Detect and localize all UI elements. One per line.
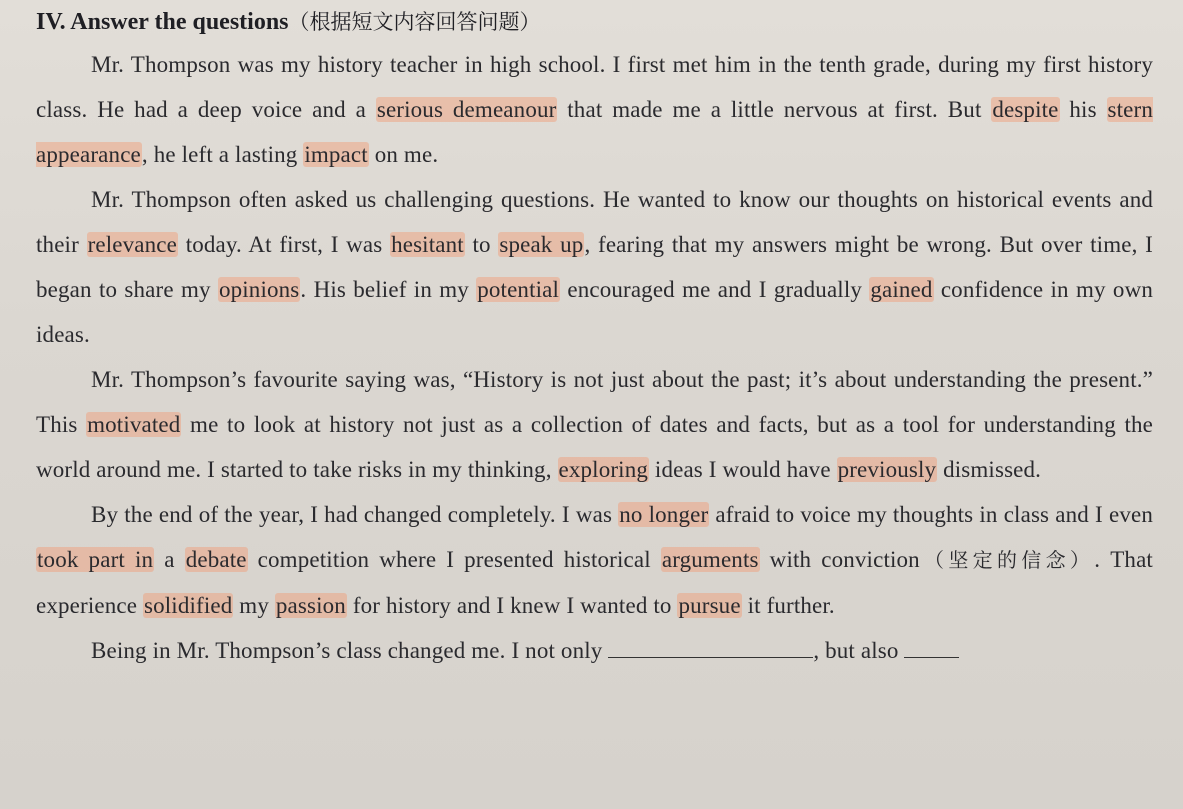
- section-title-chinese: （根据短文内容回答问题）: [288, 10, 541, 34]
- text-segment: , but also: [813, 638, 905, 663]
- highlighted-phrase: relevance: [87, 232, 178, 257]
- text-segment: my: [233, 593, 275, 618]
- highlighted-phrase: serious demeanour: [376, 97, 557, 122]
- section-heading: [36, 6, 1153, 38]
- highlighted-phrase: motivated: [87, 412, 181, 437]
- highlighted-phrase: exploring: [558, 457, 648, 482]
- section-title: Answer the questions: [70, 9, 289, 35]
- highlighted-phrase: arguments: [661, 547, 759, 572]
- highlighted-phrase: despite: [992, 97, 1059, 122]
- text-segment: today. At first, I was: [178, 232, 391, 257]
- paragraph-4: [36, 492, 1153, 628]
- text-segment: encouraged me and I gradually: [560, 277, 870, 302]
- text-segment: By the end of the year, I had changed completely. I was: [91, 502, 619, 527]
- paragraph-5: [36, 628, 1153, 673]
- text-segment: competition where I presented historical: [247, 547, 661, 572]
- text-segment: to: [464, 232, 499, 257]
- text-segment: dismissed.: [937, 457, 1042, 482]
- text-segment: a: [154, 547, 185, 572]
- text-segment: . His belief in my: [300, 277, 477, 302]
- paragraph-3: [36, 357, 1153, 492]
- paragraph-2: [36, 177, 1153, 357]
- highlighted-phrase: opinions: [218, 277, 300, 302]
- highlighted-phrase: no longer: [619, 502, 709, 527]
- chinese-gloss: （坚定的信念）: [919, 548, 1095, 572]
- highlighted-phrase: debate: [185, 547, 247, 572]
- text-segment: confidence in my own ideas.: [36, 277, 1153, 347]
- paragraph-1: [36, 42, 1153, 177]
- highlighted-phrase: solidified: [144, 593, 233, 618]
- answer-blank-1[interactable]: [608, 637, 813, 658]
- text-segment: it further.: [741, 593, 835, 618]
- text-segment: . That experience: [36, 547, 1153, 618]
- highlighted-phrase: impact: [304, 142, 368, 167]
- text-segment: Being in Mr. Thompson’s class changed me. I not only: [91, 638, 609, 663]
- text-segment: afraid to voice my thoughts in class and I even: [709, 502, 1153, 527]
- highlighted-phrase: speak up: [499, 232, 584, 257]
- answer-blank-2[interactable]: [904, 637, 959, 658]
- text-segment: me to look at history not just as a collection of dates and facts, but as a tool for understanding the world around me. I started to take risks in my thinking,: [36, 412, 1154, 482]
- text-segment: Mr. Thompson was my history teacher in high school. I first met him in the tenth grade, during my first history class. He had a deep voice and a: [36, 52, 1153, 122]
- highlighted-phrase: pursue: [678, 593, 741, 618]
- text-segment: that made me a little nervous at first. But: [557, 97, 992, 122]
- text-segment: his: [1059, 97, 1107, 122]
- text-segment: , he left a lasting: [141, 142, 304, 167]
- highlighted-phrase: gained: [870, 277, 933, 302]
- text-segment: Mr. Thompson’s favourite saying was, “History is not just about the past; it’s about understanding the present.” This: [36, 367, 1153, 437]
- highlighted-phrase: hesitant: [391, 232, 464, 257]
- text-segment: on me.: [368, 142, 439, 167]
- text-segment: Mr. Thompson often asked us challenging questions. He wanted to know our thoughts on historical events and their: [36, 187, 1153, 257]
- highlighted-phrase: passion: [275, 593, 346, 618]
- section-numeral: IV.: [36, 9, 66, 35]
- highlighted-phrase: potential: [477, 277, 560, 302]
- highlighted-phrase: stern appearance: [36, 97, 1153, 167]
- text-segment: for history and I knew I wanted to: [346, 593, 678, 618]
- text-segment: with conviction: [759, 547, 920, 572]
- text-segment: ideas I would have: [649, 457, 837, 482]
- highlighted-phrase: previously: [837, 457, 937, 482]
- highlighted-phrase: took part in: [37, 547, 154, 572]
- text-segment: , fearing that my answers might be wrong. But over time, I began to share my: [36, 232, 1153, 302]
